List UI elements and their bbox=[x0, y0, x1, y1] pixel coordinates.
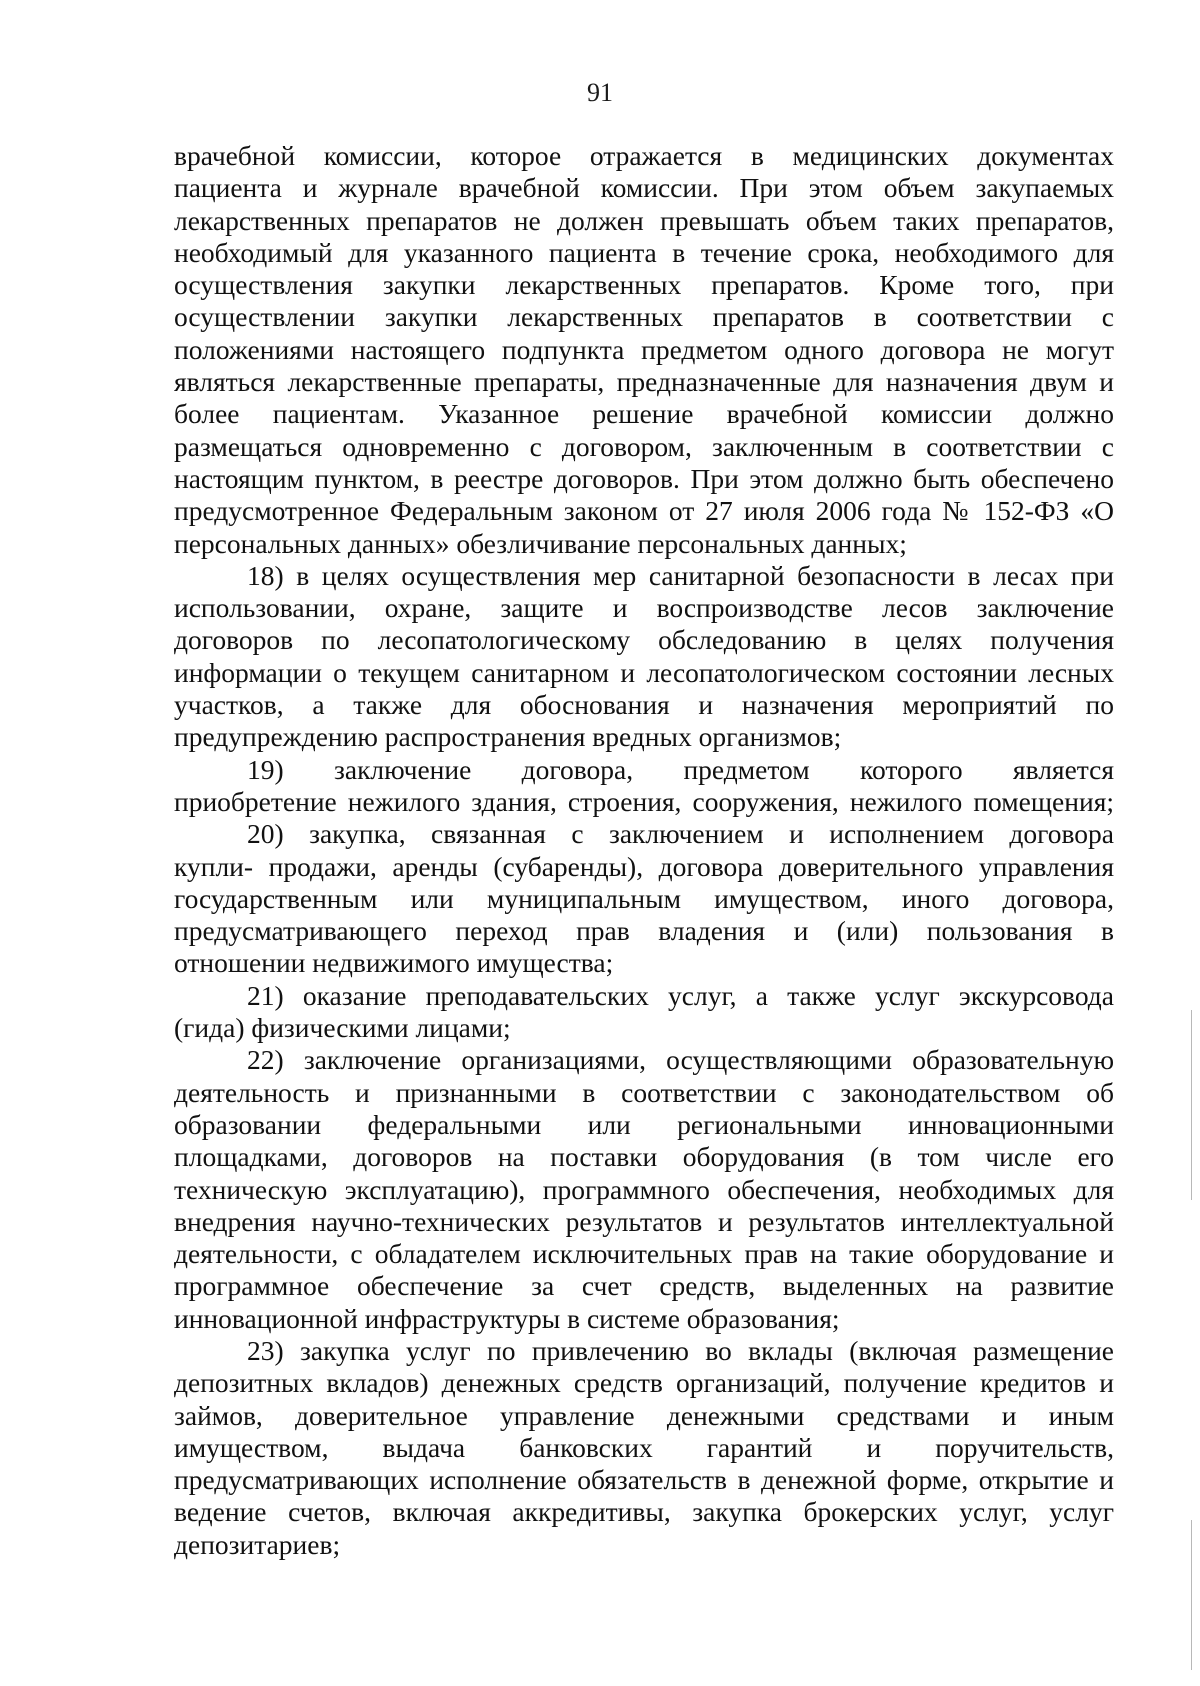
text-line: депозитариев; bbox=[174, 1528, 341, 1560]
text-line: более пациентам. Указанное решение врачебной комиссии должно bbox=[174, 398, 1114, 430]
text-line: персональных данных» обезличивание персональных данных; bbox=[174, 527, 907, 559]
text-line: ведение счетов, включая аккредитивы, закупка брокерских услуг, услуг bbox=[174, 1496, 1114, 1528]
text-line: 19) заключение договора, предметом которого является bbox=[247, 753, 1114, 785]
text-line: инновационной инфраструктуры в системе образования; bbox=[174, 1302, 840, 1334]
text-line: 23) закупка услуг по привлечению во вклады (включая размещение bbox=[247, 1334, 1114, 1366]
text-line: деятельность и признанными в соответствии с законодательством об bbox=[174, 1076, 1114, 1108]
text-line: государственным или муниципальным имуществом, иного договора, bbox=[174, 882, 1114, 914]
text-line: займов, доверительное управление денежными средствами и иным bbox=[174, 1399, 1114, 1431]
text-line: лекарственных препаратов не должен превышать объем таких препаратов, bbox=[174, 204, 1114, 236]
text-line: необходимый для указанного пациента в течение срока, необходимого для bbox=[174, 236, 1114, 268]
text-line: предусматривающих исполнение обязательств в денежной форме, открытие и bbox=[174, 1464, 1114, 1496]
text-line: положениями настоящего подпункта предметом одного договора не могут bbox=[174, 333, 1114, 365]
text-line: техническую эксплуатацию), программного обеспечения, необходимых для bbox=[174, 1173, 1114, 1205]
text-line: имуществом, выдача банковских гарантий и поручительств, bbox=[174, 1431, 1114, 1463]
text-line: осуществления закупки лекарственных препаратов. Кроме того, при bbox=[174, 269, 1114, 301]
text-line: использовании, охране, защите и воспроизводстве лесов заключение bbox=[174, 592, 1114, 624]
text-line: предупреждению распространения вредных организмов; bbox=[174, 721, 842, 753]
text-line: деятельности, с обладателем исключительных прав на такие оборудование и bbox=[174, 1238, 1114, 1270]
text-line: размещаться одновременно с договором, заключенным в соответствии с bbox=[174, 430, 1114, 462]
text-line: настоящим пунктом, в реестре договоров. При этом должно быть обеспечено bbox=[174, 462, 1114, 494]
text-line: предусмотренное Федеральным законом от 27 июля 2006 года № 152-ФЗ «О bbox=[174, 495, 1114, 527]
text-line: программное обеспечение за счет средств, выделенных на развитие bbox=[174, 1270, 1114, 1302]
text-line: (гида) физическими лицами; bbox=[174, 1012, 511, 1044]
text-line: образовании федеральными или региональными инновационными bbox=[174, 1108, 1114, 1140]
text-line: 20) закупка, связанная с заключением и исполнением договора bbox=[247, 818, 1114, 850]
text-line: площадками, договоров на поставки оборудования (в том числе его bbox=[174, 1141, 1114, 1173]
text-line: информации о текущем санитарном и лесопатологическом состоянии лесных bbox=[174, 656, 1114, 688]
text-line: врачебной комиссии, которое отражается в медицинских документах bbox=[174, 140, 1114, 171]
text-line: предусматривающего переход прав владения и (или) пользования в bbox=[174, 915, 1114, 947]
text-line: 21) оказание преподавательских услуг, а также услуг экскурсовода bbox=[247, 979, 1114, 1011]
text-line: договоров по лесопатологическому обследованию в целях получения bbox=[174, 624, 1114, 656]
text-line: участков, а также для обоснования и назначения мероприятий по bbox=[174, 689, 1114, 721]
text-line: 18) в целях осуществления мер санитарной безопасности в лесах при bbox=[247, 559, 1114, 591]
text-line: отношении недвижимого имущества; bbox=[174, 947, 614, 979]
text-line: депозитных вкладов) денежных средств организаций, получение кредитов и bbox=[174, 1367, 1114, 1399]
document-body bbox=[174, 140, 1114, 1561]
text-line: приобретение нежилого здания, строения, сооружения, нежилого помещения; bbox=[174, 785, 1114, 817]
text-line: купли- продажи, аренды (субаренды), договора доверительного управления bbox=[174, 850, 1114, 882]
text-line: являться лекарственные препараты, предназначенные для назначения двум и bbox=[174, 366, 1114, 398]
text-line: внедрения научно-технических результатов и результатов интеллектуальной bbox=[174, 1205, 1114, 1237]
page-number: 91 bbox=[587, 78, 613, 107]
scan-edge-mark bbox=[1191, 1520, 1192, 1670]
text-line: пациента и журнале врачебной комиссии. При этом объем закупаемых bbox=[174, 172, 1114, 204]
text-line: 22) заключение организациями, осуществляющими образовательную bbox=[247, 1044, 1114, 1076]
scan-edge-mark bbox=[1191, 1010, 1192, 1200]
text-line: осуществлении закупки лекарственных препаратов в соответствии с bbox=[174, 301, 1114, 333]
